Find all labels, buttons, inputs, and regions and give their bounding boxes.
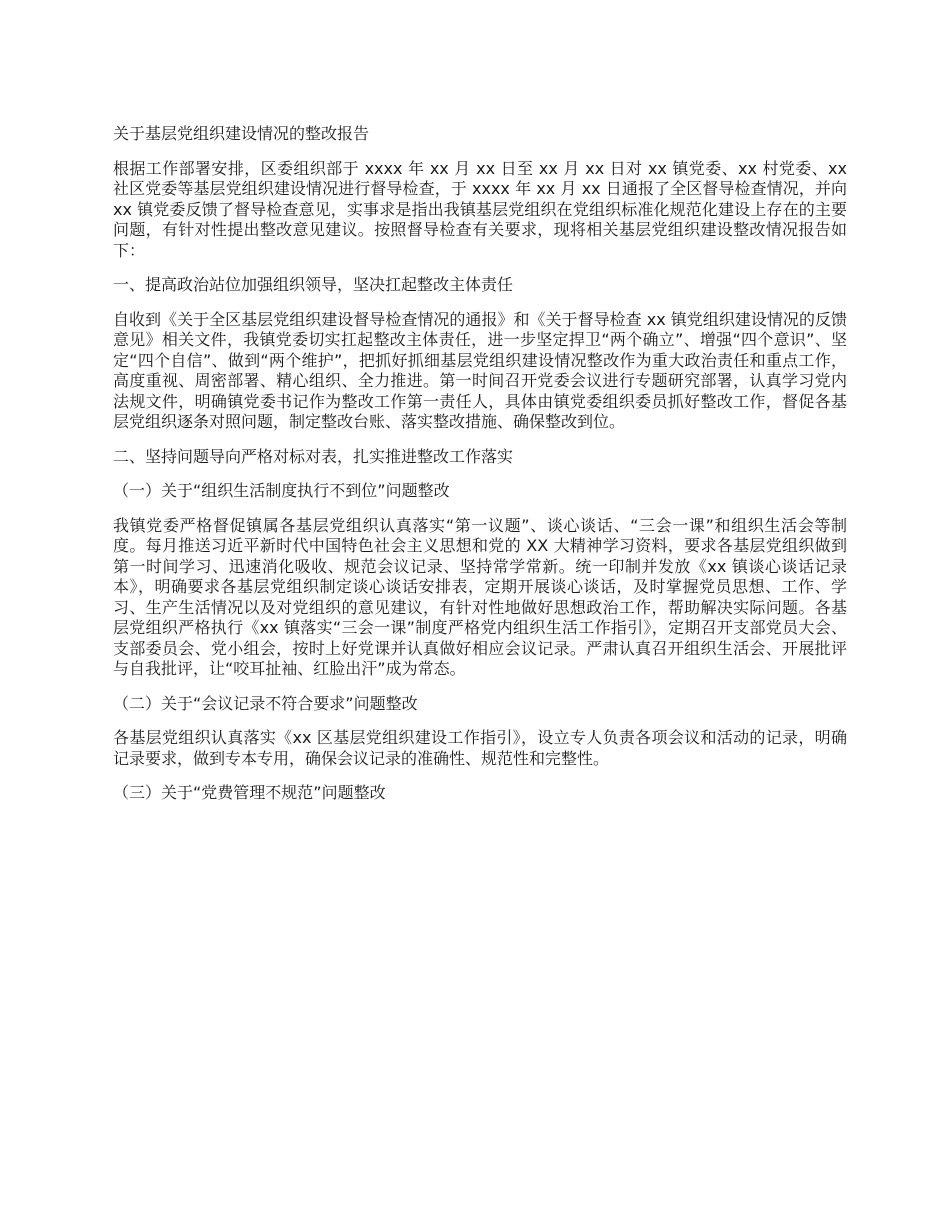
document-title: 关于基层党组织建设情况的整改报告 (113, 124, 370, 143)
subsection-3-heading: （三）关于“党费管理不规范”问题整改 (113, 783, 386, 802)
subsection-2-heading: （二）关于“会议记录不符合要求”问题整改 (113, 693, 418, 713)
subsection-2-body: 各基层党组织认真落实《xx 区基层党组织建设工作指引》，设立专人负责各项会议和活动的记录，明确记录要求，做到专本专用，确保会议记录的准确性、规范性和完整性。 (113, 728, 847, 768)
subsection-1-body: 我镇党委严格督促镇属各基层党组织认真落实“第一议题”、谈心谈话、“三会一课”和组织生活会等制度。每月推送习近平新时代中国特色社会主义思想和党的 XX 大精神学习资料，要求各基层党组织做到第一时间学习、迅速消化吸收、规范会议记录、坚持常学常新。统一印制并发放《xx 镇谈心谈话记录本》，明确要求各基层党组织制定谈心谈话安排表，定期开展谈心谈话，及时掌握党员思想、工作、学习、生产生活情况以及对党组织的意见建议，有针对性地做好思想政治工作，帮助解决实际问题。各基层党组织严格执行《xx 镇落实“三会一课”制度严格党内组织生活工作指引》，定期召开支部党员大会、支部委员会、党小组会，按时上好党课并认真做好相应会议记录。严肃认真召开组织生活会、开展批评与自我批评，让“咬耳扯袖、红脸出汗”成为常态。 (113, 515, 847, 678)
document-page (113, 124, 847, 818)
section-1-heading: 一、提高政治站位加强组织领导，坚决扛起整改主体责任 (113, 275, 514, 294)
section-2-heading: 二、坚持问题导向严格对标对表，扎实推进整改工作落实 (113, 446, 514, 466)
intro-paragraph: 根据工作部署安排，区委组织部于 xxxx 年 xx 月 xx 日至 xx 月 xx 日对 xx 镇党委、xx 村党委、xx 社区党委等基层党组织建设情况进行督导检查，于 xxxx 年 xx 月 xx 日通报了全区督导检查情况，并向 xx 镇党委反馈了督导检查意见，实事求是指出我镇基层党组织在党组织标准化规范化建设上存在的主要问题，有针对性提出整改意见建议。按照督导检查有关要求，现将相关基层党组织建设整改情况报告如下： (113, 158, 847, 260)
section-1-body: 自收到《关于全区基层党组织建设督导检查情况的通报》和《关于督导检查 xx 镇党组织建设情况的反馈意见》相关文件，我镇党委切实扛起整改主体责任，进一步坚定捍卫“两个确立”、增强“四个意识”、坚定“四个自信”、做到“两个维护”，把抓好抓细基层党组织建设情况整改作为重大政治责任和重点工作，高度重视、周密部署、精心组织、全力推进。第一时间召开党委会议进行专题研究部署，认真学习党内法规文件，明确镇党委书记作为整改工作第一责任人，具体由镇党委组织委员抓好整改工作，督促各基层党组织逐条对照问题，制定整改台账、落实整改措施、确保整改到位。 (113, 309, 847, 431)
subsection-1-heading: （一）关于“组织生活制度执行不到位”问题整改 (113, 481, 450, 500)
